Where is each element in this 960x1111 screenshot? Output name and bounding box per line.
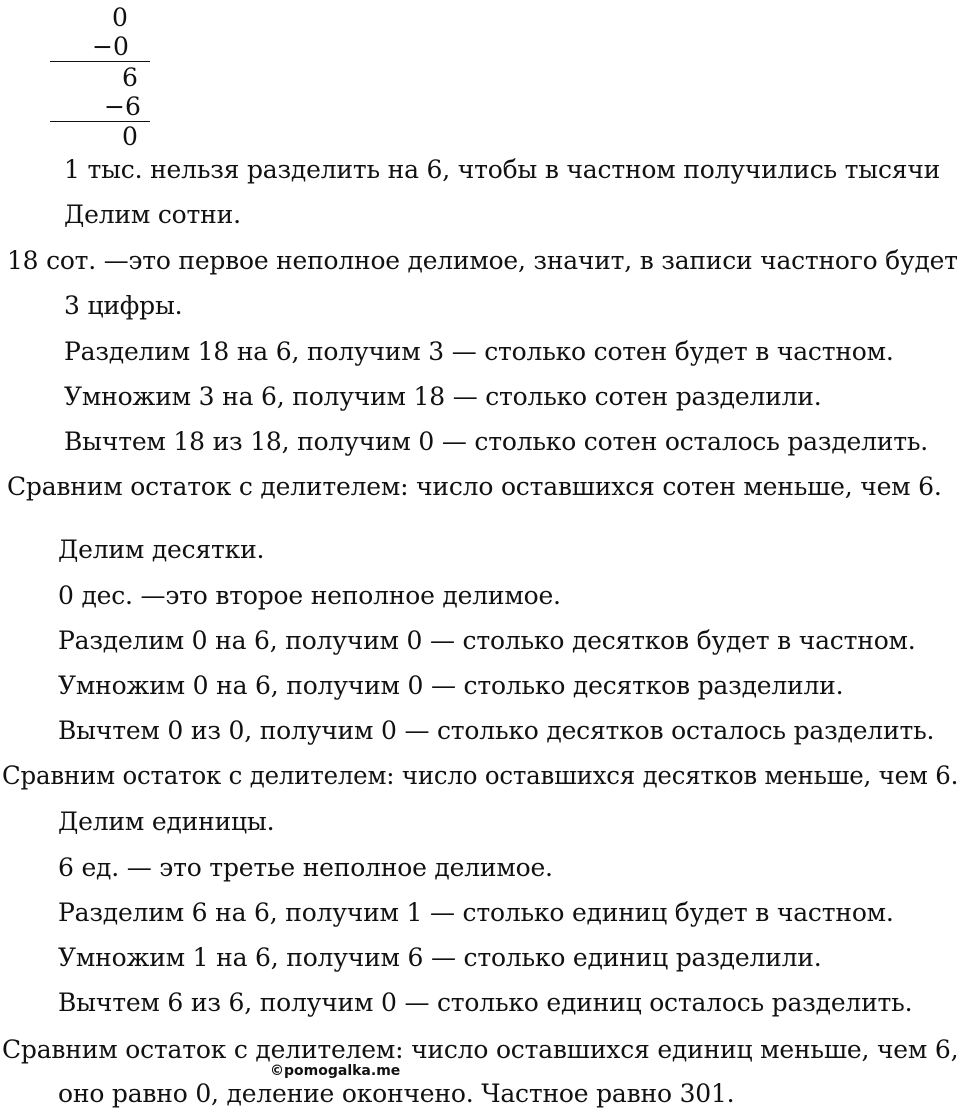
text-line: Делим единицы. bbox=[58, 807, 275, 836]
calc-row: −0 bbox=[92, 32, 129, 61]
text-line: Умножим 1 на 6, получим 6 — столько единиц разделили. bbox=[58, 943, 822, 972]
text-line: Разделим 18 на 6, получим 3 — столько сотен будет в частном. bbox=[64, 337, 894, 366]
text-line: Вычтем 18 из 18, получим 0 — столько сотен осталось разделить. bbox=[64, 427, 929, 456]
calc-row: 0 bbox=[122, 122, 138, 151]
text-line: Сравним остаток с делителем: число оставшихся единиц меньше, чем 6, bbox=[2, 1035, 959, 1064]
text-line: Разделим 6 на 6, получим 1 — столько единиц будет в частном. bbox=[58, 898, 894, 927]
text-line: Сравним остаток с делителем: число оставшихся сотен меньше, чем 6. bbox=[7, 472, 942, 501]
text-line: Делим сотни. bbox=[64, 200, 241, 229]
text-line: 3 цифры. bbox=[64, 291, 183, 320]
text-line: Вычтем 6 из 6, получим 0 — столько единиц осталось разделить. bbox=[58, 988, 913, 1017]
text-line: 6 ед. — это третье неполное делимое. bbox=[58, 853, 553, 882]
text-line: 1 тыс. нельзя разделить на 6, чтобы в частном получились тысячи bbox=[64, 155, 941, 184]
watermark: ©pomogalka.me bbox=[270, 1063, 401, 1079]
text-line: Умножим 0 на 6, получим 0 — столько десятков разделили. bbox=[58, 671, 844, 700]
text-line: оно равно 0, деление окончено. Частное равно 301. bbox=[58, 1079, 735, 1108]
calc-row: 0 bbox=[112, 3, 128, 32]
text-line: Умножим 3 на 6, получим 18 — столько сотен разделили. bbox=[64, 382, 822, 411]
text-line: Сравним остаток с делителем: число оставшихся десятков меньше, чем 6. bbox=[2, 761, 959, 790]
text-line: Делим десятки. bbox=[58, 535, 265, 564]
calc-row: −6 bbox=[104, 92, 141, 121]
subtraction-line bbox=[50, 61, 150, 62]
text-line: Вычтем 0 из 0, получим 0 — столько десятков осталось разделить. bbox=[58, 716, 935, 745]
calc-row: 6 bbox=[122, 63, 138, 92]
text-line: 18 сот. —это первое неполное делимое, значит, в записи частного будет bbox=[7, 246, 958, 275]
text-line: 0 дес. —это второе неполное делимое. bbox=[58, 581, 561, 610]
long-division-calculation bbox=[0, 0, 200, 160]
text-line: Разделим 0 на 6, получим 0 — столько десятков будет в частном. bbox=[58, 626, 916, 655]
